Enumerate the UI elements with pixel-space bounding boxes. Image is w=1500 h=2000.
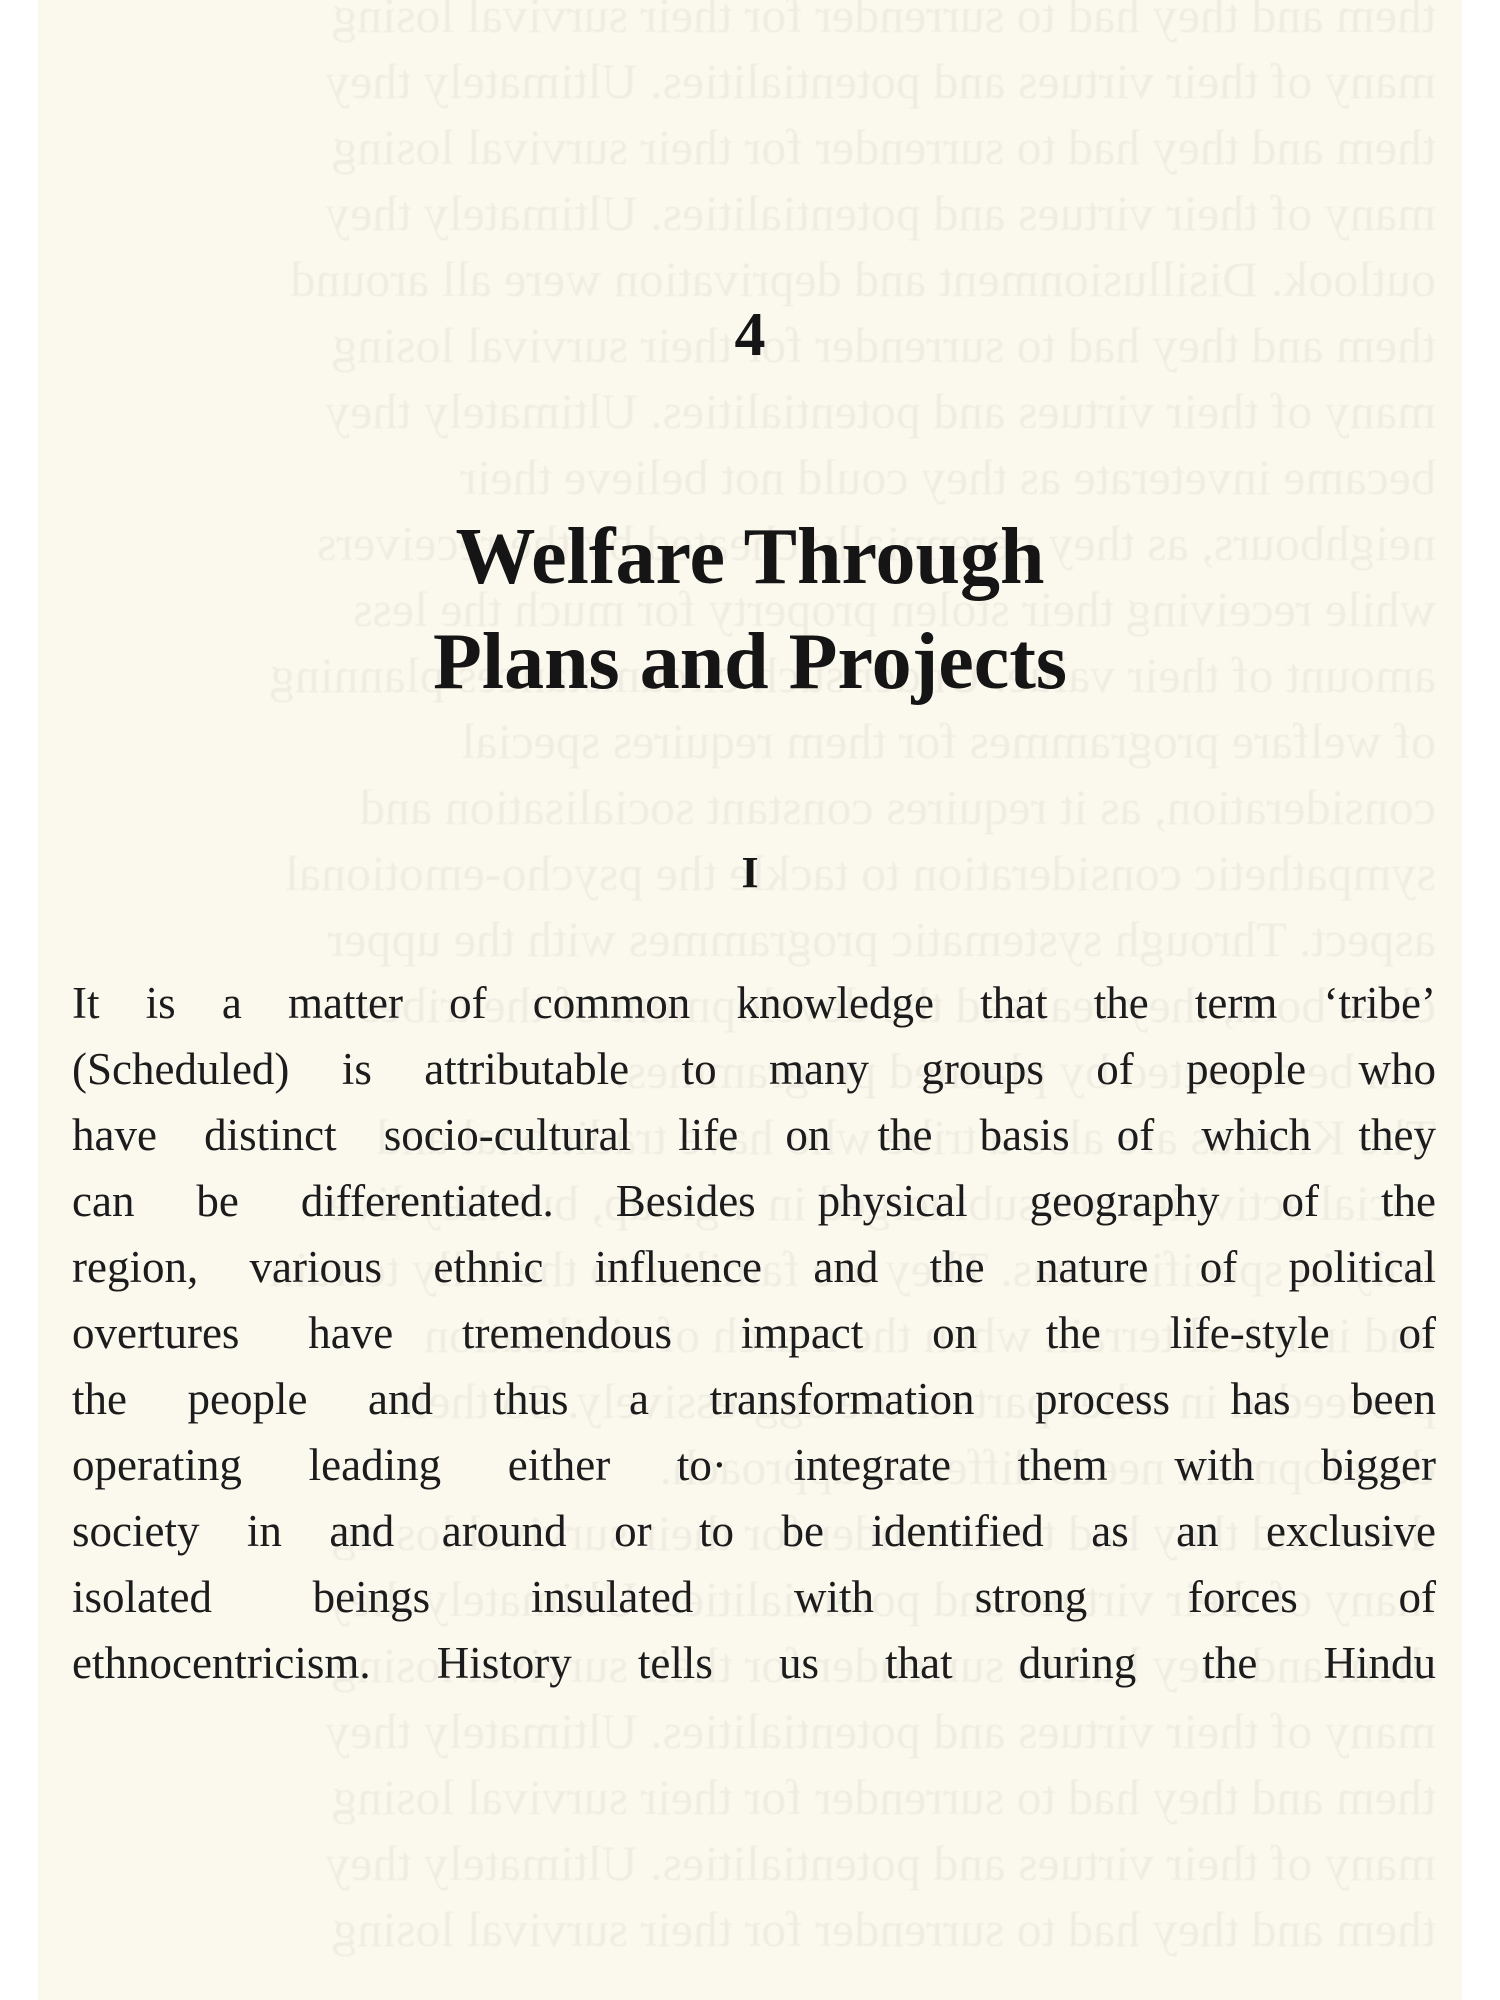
body-line-10: isolated beings insulated with strong forces of bbox=[72, 1572, 1436, 1622]
body-line-9: society in and around or to be identified as an exclusive bbox=[72, 1506, 1436, 1556]
chapter-title bbox=[38, 505, 1462, 715]
body-line-4: can be differentiated. Besides physical geography of the bbox=[72, 1176, 1436, 1226]
chapter-title-line-1: Welfare Through bbox=[455, 513, 1045, 601]
body-line-3: have distinct socio-cultural life on the basis of which they bbox=[72, 1110, 1436, 1160]
body-line-6: overtures have tremendous impact on the life-style of bbox=[72, 1308, 1436, 1358]
body-line-11: ethnocentricism. History tells us that during the Hindu bbox=[72, 1638, 1436, 1688]
body-line-5: region, various ethnic influence and the nature of political bbox=[72, 1242, 1436, 1292]
body-line-1: It is a matter of common knowledge that the term ‘tribe’ bbox=[72, 978, 1436, 1028]
chapter-number: 4 bbox=[734, 301, 766, 369]
body-line-8: operating leading either to· integrate them with bigger bbox=[72, 1440, 1436, 1490]
body-line-7: the people and thus a transformation process has been bbox=[72, 1374, 1436, 1424]
section-numeral: I bbox=[741, 848, 759, 897]
chapter-title-line-2: Plans and Projects bbox=[432, 618, 1068, 706]
body-line-2: (Scheduled) is attributable to many groups of people who bbox=[72, 1044, 1436, 1094]
body-paragraph bbox=[72, 970, 1436, 1696]
book-page bbox=[38, 0, 1462, 2000]
